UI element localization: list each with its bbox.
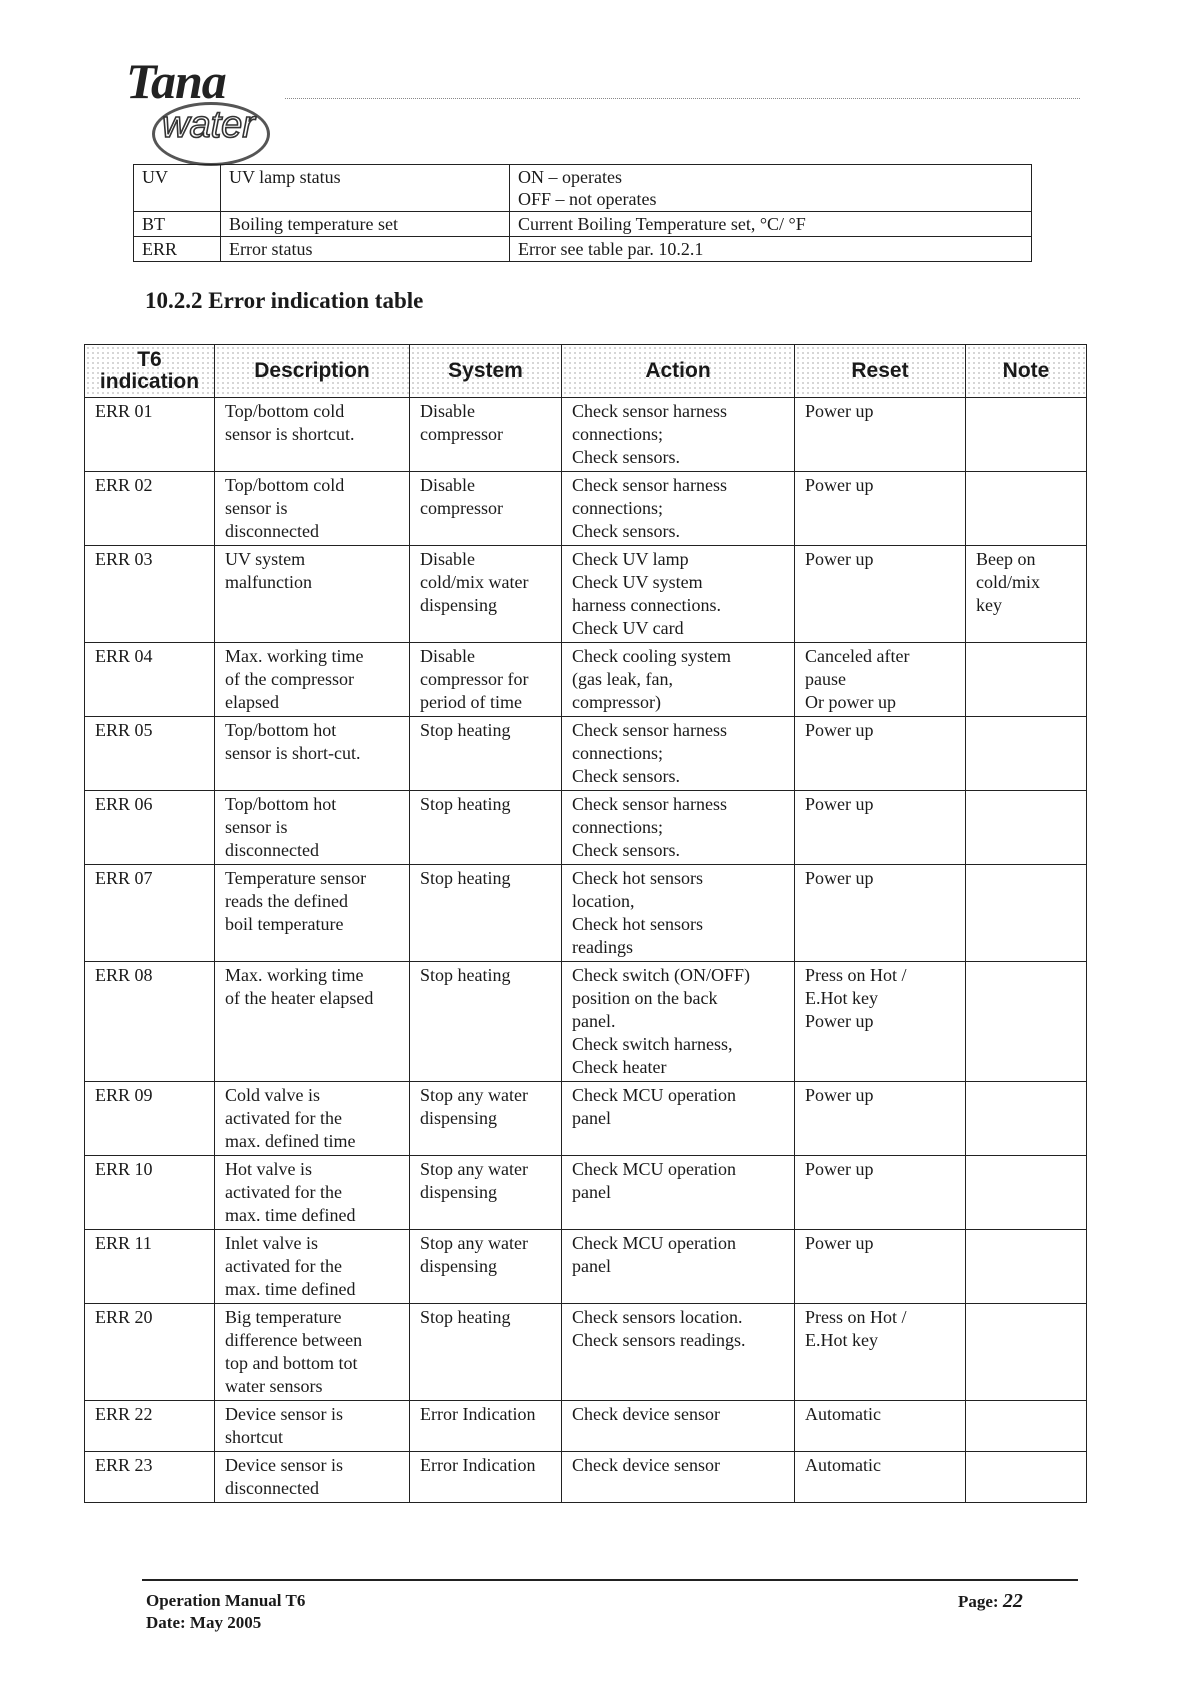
error-action-line: Check device sensor — [572, 1455, 720, 1475]
error-reset — [795, 1082, 966, 1156]
error-code: ERR 22 — [85, 1401, 215, 1452]
error-reset — [795, 546, 966, 643]
error-action-line: Check sensors. — [572, 766, 680, 786]
error-row — [85, 1304, 1087, 1401]
error-description-line: Hot valve is — [225, 1159, 312, 1179]
error-note — [966, 962, 1087, 1082]
error-reset — [795, 962, 966, 1082]
section-title: 10.2.2 Error indication table — [145, 288, 424, 313]
header-divider — [285, 98, 1080, 99]
error-system — [410, 791, 562, 865]
status-value — [510, 212, 1032, 237]
page-number-block — [958, 1590, 1023, 1613]
error-description — [215, 1401, 410, 1452]
error-system-line: Disable — [420, 401, 475, 421]
error-action-line: Check hot sensors — [572, 914, 703, 934]
error-description-line: of the heater elapsed — [225, 988, 374, 1008]
error-description-line: sensor is — [225, 498, 288, 518]
header-note: Note — [966, 345, 1087, 398]
error-action-line: Check sensor harness — [572, 401, 727, 421]
error-system-line: dispensing — [420, 595, 498, 615]
error-reset-line: Power up — [805, 401, 874, 421]
status-code: UV — [134, 165, 221, 212]
error-description — [215, 1082, 410, 1156]
error-description — [215, 962, 410, 1082]
error-code: ERR 04 — [85, 643, 215, 717]
error-system — [410, 1082, 562, 1156]
logo-word-water: water — [162, 104, 255, 146]
error-reset-line: E.Hot key — [805, 1330, 878, 1350]
error-description-line: of the compressor — [225, 669, 354, 689]
error-description-line: Top/bottom hot — [225, 794, 337, 814]
error-code: ERR 02 — [85, 472, 215, 546]
error-system-line: Stop heating — [420, 965, 511, 985]
error-description — [215, 643, 410, 717]
error-reset-line: Press on Hot / — [805, 1307, 907, 1327]
error-system — [410, 1156, 562, 1230]
error-system-line: Stop any water — [420, 1233, 528, 1253]
page-label: Page: — [958, 1592, 999, 1611]
header-reset: Reset — [795, 345, 966, 398]
error-description-line: Device sensor is — [225, 1404, 343, 1424]
error-system-line: compressor for — [420, 669, 529, 689]
error-action — [562, 1156, 795, 1230]
error-note — [966, 1401, 1087, 1452]
error-action-line: (gas leak, fan, — [572, 669, 673, 689]
error-description-line: disconnected — [225, 521, 319, 541]
error-reset-line: Automatic — [805, 1404, 881, 1424]
error-action-line: readings — [572, 937, 633, 957]
error-action — [562, 1401, 795, 1452]
error-system — [410, 472, 562, 546]
error-action-line: Check sensors location. — [572, 1307, 743, 1327]
error-reset-line: Canceled after — [805, 646, 910, 666]
error-action-line: Check sensors. — [572, 840, 680, 860]
error-action — [562, 1304, 795, 1401]
error-row — [85, 398, 1087, 472]
error-system-line: period of time — [420, 692, 522, 712]
status-value — [510, 165, 1032, 212]
error-system — [410, 398, 562, 472]
error-action-line: Check sensor harness — [572, 794, 727, 814]
error-action-line: Check sensors readings. — [572, 1330, 746, 1350]
error-system-line: Stop heating — [420, 1307, 511, 1327]
error-code: ERR 01 — [85, 398, 215, 472]
error-description-line: Top/bottom cold — [225, 475, 345, 495]
error-reset-line: Automatic — [805, 1455, 881, 1475]
error-description — [215, 1304, 410, 1401]
header-action: Action — [562, 345, 795, 398]
error-action-line: panel — [572, 1182, 611, 1202]
error-note — [966, 643, 1087, 717]
error-description-line: sensor is shortcut. — [225, 424, 355, 444]
error-description-line: elapsed — [225, 692, 279, 712]
error-reset — [795, 1452, 966, 1503]
error-row — [85, 1401, 1087, 1452]
status-name: UV lamp status — [221, 165, 510, 212]
error-reset-line: Power up — [805, 475, 874, 495]
error-description-line: max. defined time — [225, 1131, 356, 1151]
error-code: ERR 05 — [85, 717, 215, 791]
error-action-line: location, — [572, 891, 635, 911]
error-code: ERR 10 — [85, 1156, 215, 1230]
error-action-line: connections; — [572, 424, 663, 444]
error-action-line: Check UV card — [572, 618, 684, 638]
error-action-line: Check sensors. — [572, 521, 680, 541]
header-description: Description — [215, 345, 410, 398]
error-system-line: Stop heating — [420, 720, 511, 740]
error-description-line: Inlet valve is — [225, 1233, 318, 1253]
error-description — [215, 791, 410, 865]
error-action — [562, 643, 795, 717]
error-description — [215, 1230, 410, 1304]
error-row — [85, 472, 1087, 546]
error-system-line: Error Indication — [420, 1455, 536, 1475]
error-reset-line: Power up — [805, 868, 874, 888]
error-system-line: compressor — [420, 424, 503, 444]
error-table-header — [85, 345, 1087, 398]
error-system — [410, 1452, 562, 1503]
error-code: ERR 20 — [85, 1304, 215, 1401]
error-action-line: Check UV system — [572, 572, 703, 592]
error-row — [85, 1082, 1087, 1156]
error-reset — [795, 398, 966, 472]
error-description — [215, 1452, 410, 1503]
error-action-line: connections; — [572, 817, 663, 837]
error-action-line: Check UV lamp — [572, 549, 689, 569]
error-note — [966, 717, 1087, 791]
error-action-line: compressor) — [572, 692, 661, 712]
footer-divider — [142, 1579, 1078, 1581]
manual-title: Operation Manual T6 — [146, 1591, 306, 1610]
error-action-line: Check switch (ON/OFF) — [572, 965, 750, 985]
error-action — [562, 717, 795, 791]
error-description — [215, 546, 410, 643]
error-action — [562, 1452, 795, 1503]
error-description-line: disconnected — [225, 840, 319, 860]
error-description — [215, 1156, 410, 1230]
error-reset — [795, 1156, 966, 1230]
error-reset-line: Press on Hot / — [805, 965, 907, 985]
error-note-line: key — [976, 595, 1002, 615]
error-code: ERR 23 — [85, 1452, 215, 1503]
error-system — [410, 962, 562, 1082]
document-date: Date: May 2005 — [146, 1613, 262, 1632]
error-reset-line: Power up — [805, 1233, 874, 1253]
error-description-line: activated for the — [225, 1256, 342, 1276]
error-description-line: sensor is — [225, 817, 288, 837]
error-system-line: Disable — [420, 549, 475, 569]
error-system-line: Stop any water — [420, 1085, 528, 1105]
status-value-line: Current Boiling Temperature set, °C/ °F — [518, 214, 806, 234]
error-system-line: Stop heating — [420, 868, 511, 888]
error-description-line: activated for the — [225, 1108, 342, 1128]
error-action-line: Check sensors. — [572, 447, 680, 467]
error-system-line: cold/mix water — [420, 572, 529, 592]
status-code: BT — [134, 212, 221, 237]
error-reset — [795, 1401, 966, 1452]
error-description-line: Max. working time — [225, 965, 364, 985]
error-reset-line: Power up — [805, 1085, 874, 1105]
error-code: ERR 09 — [85, 1082, 215, 1156]
error-description-line: reads the defined — [225, 891, 348, 911]
error-reset-line: Power up — [805, 549, 874, 569]
error-system-line: Disable — [420, 475, 475, 495]
error-description-line: activated for the — [225, 1182, 342, 1202]
error-note — [966, 865, 1087, 962]
error-action-line: Check sensor harness — [572, 720, 727, 740]
error-system-line: compressor — [420, 498, 503, 518]
error-action — [562, 865, 795, 962]
error-note — [966, 546, 1087, 643]
error-description-line: water sensors — [225, 1376, 323, 1396]
error-description-line: Device sensor is — [225, 1455, 343, 1475]
error-note — [966, 1230, 1087, 1304]
error-reset-line: E.Hot key — [805, 988, 878, 1008]
error-row — [85, 1230, 1087, 1304]
error-description-line: Big temperature — [225, 1307, 342, 1327]
error-note — [966, 472, 1087, 546]
error-reset-line: Power up — [805, 1011, 874, 1031]
error-system-line: dispensing — [420, 1182, 498, 1202]
brand-logo — [124, 52, 274, 162]
error-indication-table — [84, 344, 1087, 1503]
error-action-line: Check hot sensors — [572, 868, 703, 888]
error-action — [562, 791, 795, 865]
error-action-line: Check MCU operation — [572, 1159, 736, 1179]
error-description — [215, 865, 410, 962]
error-note — [966, 1156, 1087, 1230]
status-value-line: OFF – not operates — [518, 189, 657, 209]
status-name: Boiling temperature set — [221, 212, 510, 237]
error-action-line: Check cooling system — [572, 646, 731, 666]
error-action-line: position on the back — [572, 988, 718, 1008]
error-description-line: max. time defined — [225, 1279, 356, 1299]
status-row — [134, 165, 1032, 212]
error-action-line: connections; — [572, 743, 663, 763]
error-reset-line: Or power up — [805, 692, 896, 712]
error-description — [215, 717, 410, 791]
error-reset-line: Power up — [805, 1159, 874, 1179]
error-note — [966, 398, 1087, 472]
header-t6-indication: T6 indication — [85, 345, 215, 398]
error-system — [410, 1401, 562, 1452]
error-description-line: malfunction — [225, 572, 312, 592]
error-reset — [795, 643, 966, 717]
error-action — [562, 1230, 795, 1304]
footer-info — [146, 1590, 305, 1634]
error-system-line: dispensing — [420, 1256, 498, 1276]
error-reset — [795, 472, 966, 546]
error-description-line: difference between — [225, 1330, 363, 1350]
status-row — [134, 237, 1032, 262]
error-row — [85, 791, 1087, 865]
error-description — [215, 398, 410, 472]
error-system-line: Stop heating — [420, 794, 511, 814]
error-description-line: sensor is short-cut. — [225, 743, 361, 763]
error-note-line: cold/mix — [976, 572, 1040, 592]
error-code: ERR 06 — [85, 791, 215, 865]
error-row — [85, 865, 1087, 962]
status-name: Error status — [221, 237, 510, 262]
error-action-line: Check MCU operation — [572, 1085, 736, 1105]
error-action-line: panel. — [572, 1011, 616, 1031]
header-system: System — [410, 345, 562, 398]
error-reset — [795, 791, 966, 865]
error-note — [966, 1304, 1087, 1401]
error-code: ERR 08 — [85, 962, 215, 1082]
error-action-line: panel — [572, 1108, 611, 1128]
error-system-line: dispensing — [420, 1108, 498, 1128]
error-system-line: Stop any water — [420, 1159, 528, 1179]
error-row — [85, 1452, 1087, 1503]
error-reset-line: Power up — [805, 794, 874, 814]
error-reset-line: pause — [805, 669, 846, 689]
error-action-line: Check heater — [572, 1057, 667, 1077]
error-action-line: panel — [572, 1256, 611, 1276]
error-row — [85, 962, 1087, 1082]
logo-word-tana: Tana — [126, 53, 226, 109]
error-code: ERR 11 — [85, 1230, 215, 1304]
error-reset-line: Power up — [805, 720, 874, 740]
error-row — [85, 546, 1087, 643]
status-value — [510, 237, 1032, 262]
error-description-line: disconnected — [225, 1478, 319, 1498]
error-description-line: top and bottom tot — [225, 1353, 358, 1373]
error-system — [410, 1230, 562, 1304]
error-description-line: max. time defined — [225, 1205, 356, 1225]
error-note — [966, 1082, 1087, 1156]
error-note-line: Beep on — [976, 549, 1036, 569]
error-system — [410, 546, 562, 643]
error-description-line: UV system — [225, 549, 306, 569]
status-row — [134, 212, 1032, 237]
error-system-line: Disable — [420, 646, 475, 666]
error-action-line: Check device sensor — [572, 1404, 720, 1424]
error-reset — [795, 865, 966, 962]
error-description-line: Max. working time — [225, 646, 364, 666]
error-code: ERR 07 — [85, 865, 215, 962]
status-code: ERR — [134, 237, 221, 262]
error-system — [410, 865, 562, 962]
error-action-line: Check sensor harness — [572, 475, 727, 495]
error-system — [410, 643, 562, 717]
error-description-line: Top/bottom hot — [225, 720, 337, 740]
error-description-line: Cold valve is — [225, 1085, 320, 1105]
error-description-line: Temperature sensor — [225, 868, 367, 888]
error-note — [966, 791, 1087, 865]
status-value-line: Error see table par. 10.2.1 — [518, 239, 704, 259]
error-action-line: connections; — [572, 498, 663, 518]
error-description-line: boil temperature — [225, 914, 344, 934]
error-reset — [795, 1230, 966, 1304]
error-action-line: Check MCU operation — [572, 1233, 736, 1253]
status-table — [133, 164, 1032, 262]
error-row — [85, 643, 1087, 717]
error-system-line: Error Indication — [420, 1404, 536, 1424]
error-reset — [795, 717, 966, 791]
error-action — [562, 398, 795, 472]
error-system — [410, 717, 562, 791]
error-system — [410, 1304, 562, 1401]
page-number: 22 — [1002, 1590, 1023, 1612]
error-description-line: shortcut — [225, 1427, 283, 1447]
error-code: ERR 03 — [85, 546, 215, 643]
error-action-line: Check switch harness, — [572, 1034, 733, 1054]
error-row — [85, 1156, 1087, 1230]
error-reset — [795, 1304, 966, 1401]
error-action — [562, 962, 795, 1082]
error-action — [562, 1082, 795, 1156]
error-row — [85, 717, 1087, 791]
error-description-line: Top/bottom cold — [225, 401, 345, 421]
error-note — [966, 1452, 1087, 1503]
error-action — [562, 472, 795, 546]
error-description — [215, 472, 410, 546]
error-action-line: harness connections. — [572, 595, 721, 615]
error-action — [562, 546, 795, 643]
status-value-line: ON – operates — [518, 167, 622, 187]
